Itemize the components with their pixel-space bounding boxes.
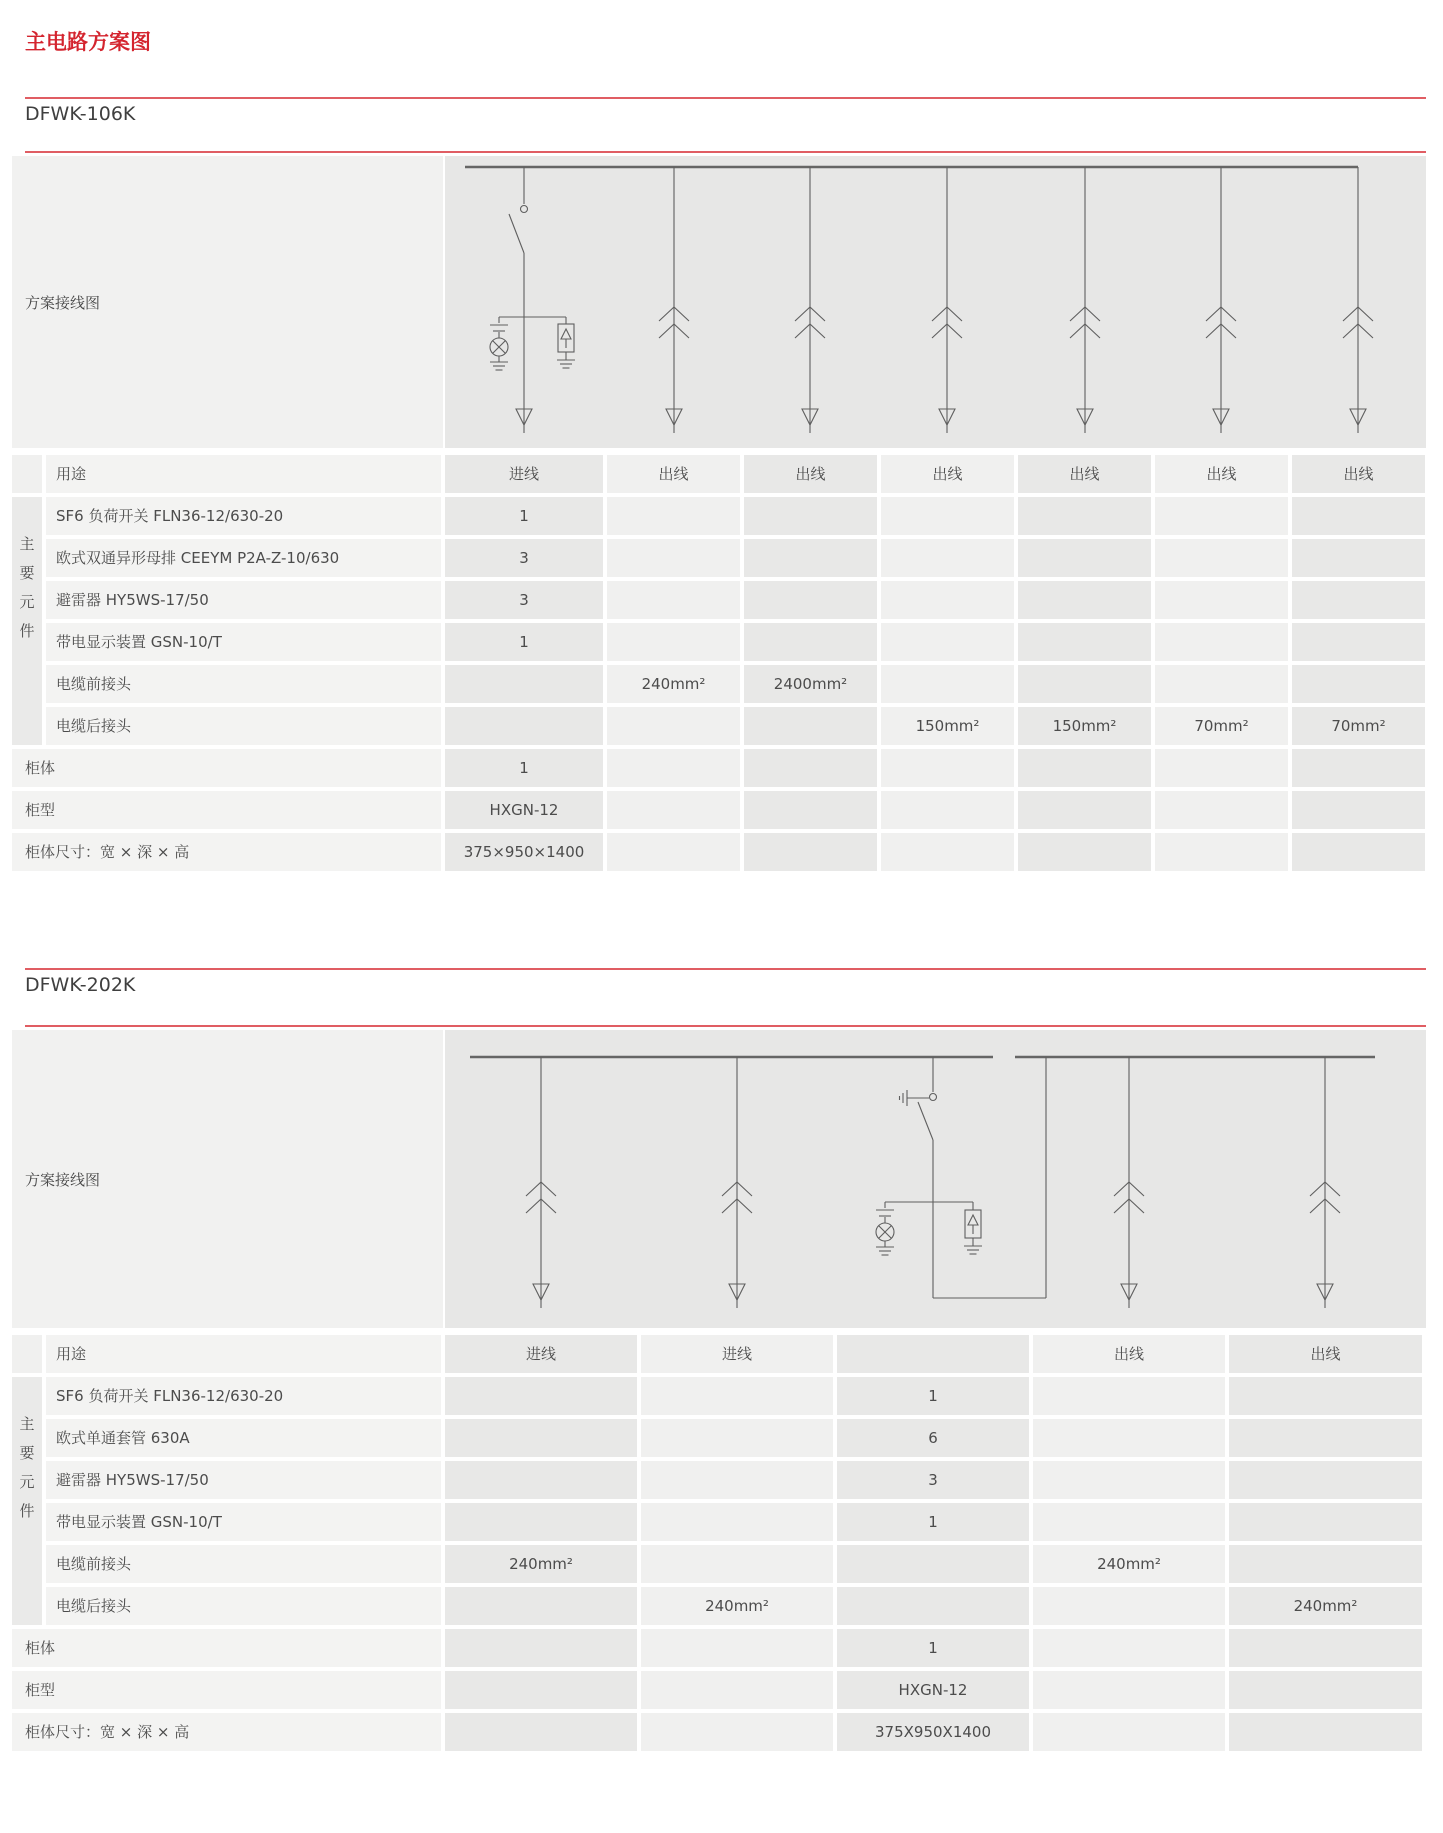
value-cell — [445, 1503, 637, 1541]
value-cell: 240mm² — [1229, 1587, 1422, 1625]
single-line-diagram — [445, 156, 1426, 448]
column-header-cell: 进线 — [445, 1335, 637, 1373]
spec-table — [12, 1335, 1422, 1751]
group-label-char: 元 — [19, 1473, 35, 1491]
wiring-diagram-area — [445, 1030, 1426, 1328]
value-cell — [1155, 539, 1288, 577]
diagram-label-cell — [12, 1030, 443, 1328]
value-cell — [1229, 1377, 1422, 1415]
value-cell — [1033, 1629, 1225, 1667]
value-cell — [1033, 1461, 1225, 1499]
row-label: 带电显示装置 GSN-10/T — [46, 1503, 441, 1541]
value-cell — [607, 707, 740, 745]
diagram-band — [12, 1030, 1426, 1328]
value-cell — [881, 539, 1014, 577]
value-cell — [641, 1713, 833, 1751]
value-cell — [1033, 1503, 1225, 1541]
column-header-cell: 出线 — [1155, 455, 1288, 493]
outgoing-feeder — [659, 167, 689, 433]
value-cell — [1018, 749, 1151, 787]
live-display-icon — [876, 1202, 894, 1255]
value-cell — [1033, 1419, 1225, 1457]
row-label: 避雷器 HY5WS-17/50 — [46, 581, 441, 619]
value-cell — [641, 1545, 833, 1583]
column-header-cell — [837, 1335, 1029, 1373]
row-label: 避雷器 HY5WS-17/50 — [46, 1461, 441, 1499]
spec-table — [12, 455, 1425, 871]
value-cell — [1155, 581, 1288, 619]
value-cell: HXGN-12 — [837, 1671, 1029, 1709]
row-label: 欧式单通套管 630A — [46, 1419, 441, 1457]
value-cell — [1155, 665, 1288, 703]
incoming-feeder — [722, 1057, 752, 1308]
value-cell — [1033, 1587, 1225, 1625]
value-cell — [1155, 833, 1288, 871]
header-spacer — [12, 1335, 42, 1373]
group-label — [12, 1377, 42, 1625]
header-spacer — [12, 455, 42, 493]
value-cell — [641, 1629, 833, 1667]
outgoing-feeders — [659, 167, 1373, 433]
incoming-feeder — [490, 167, 575, 433]
value-cell — [881, 833, 1014, 871]
value-cell: 375×950×1400 — [445, 833, 603, 871]
value-cell — [881, 791, 1014, 829]
column-header-cell: 出线 — [1292, 455, 1425, 493]
value-cell: 3 — [445, 581, 603, 619]
value-cell — [445, 1461, 637, 1499]
diagram-label: 方案接线图 — [25, 293, 101, 312]
section-title: DFWK-106K — [25, 103, 136, 125]
outgoing-feeder — [1343, 167, 1373, 433]
value-cell — [1292, 665, 1425, 703]
column-header-cell: 出线 — [607, 455, 740, 493]
value-cell — [744, 833, 877, 871]
value-cell: 2400mm² — [744, 665, 877, 703]
outgoing-feeder — [795, 167, 825, 433]
value-cell: HXGN-12 — [445, 791, 603, 829]
value-cell: 1 — [837, 1377, 1029, 1415]
value-cell — [1155, 623, 1288, 661]
value-cell — [641, 1419, 833, 1457]
outgoing-feeder — [932, 167, 962, 433]
arrester-icon — [557, 317, 575, 368]
group-label-char: 主 — [19, 535, 35, 553]
value-cell: 240mm² — [607, 665, 740, 703]
value-cell — [445, 1377, 637, 1415]
value-cell: 240mm² — [445, 1545, 637, 1583]
value-cell: 1 — [445, 623, 603, 661]
row-label: SF6 负荷开关 FLN36-12/630-20 — [46, 497, 441, 535]
diagram-label-cell — [12, 156, 443, 448]
row-label: 柜型 — [12, 1671, 441, 1709]
column-header-cell: 出线 — [1018, 455, 1151, 493]
row-label: 电缆前接头 — [46, 1545, 441, 1583]
value-cell — [1229, 1629, 1422, 1667]
value-cell: 1 — [445, 749, 603, 787]
value-cell — [881, 581, 1014, 619]
outgoing-feeder — [1206, 167, 1236, 433]
section-divider — [25, 151, 1426, 153]
value-cell — [445, 1587, 637, 1625]
value-cell — [837, 1545, 1029, 1583]
value-cell — [1018, 581, 1151, 619]
value-cell — [744, 707, 877, 745]
value-cell — [1292, 497, 1425, 535]
row-label: 电缆前接头 — [46, 665, 441, 703]
outgoing-feeder — [1070, 167, 1100, 433]
value-cell — [1018, 497, 1151, 535]
value-cell — [744, 497, 877, 535]
column-header-cell: 出线 — [881, 455, 1014, 493]
load-break-switch-icon — [509, 214, 524, 253]
section-divider — [25, 1025, 1426, 1027]
value-cell — [641, 1461, 833, 1499]
value-cell — [641, 1377, 833, 1415]
value-cell — [1018, 791, 1151, 829]
value-cell — [1155, 497, 1288, 535]
group-label-char: 要 — [19, 1444, 35, 1462]
value-cell — [1229, 1461, 1422, 1499]
row-label: 柜体 — [12, 749, 441, 787]
value-cell — [607, 749, 740, 787]
value-cell: 375X950X1400 — [837, 1713, 1029, 1751]
value-cell — [881, 749, 1014, 787]
value-cell — [607, 791, 740, 829]
value-cell — [881, 497, 1014, 535]
group-label — [12, 497, 42, 745]
column-header-cell: 进线 — [445, 455, 603, 493]
wiring-diagram-area — [445, 156, 1426, 448]
row-label: 柜型 — [12, 791, 441, 829]
row-label: 带电显示装置 GSN-10/T — [46, 623, 441, 661]
group-label-char: 要 — [19, 564, 35, 582]
value-cell — [1229, 1545, 1422, 1583]
incoming-feeder — [526, 1057, 556, 1308]
value-cell — [1018, 665, 1151, 703]
value-cell — [1292, 749, 1425, 787]
value-cell: 6 — [837, 1419, 1029, 1457]
single-line-diagram — [445, 1030, 1426, 1328]
value-cell — [1018, 833, 1151, 871]
value-cell — [1229, 1671, 1422, 1709]
value-cell — [1155, 749, 1288, 787]
value-cell — [881, 665, 1014, 703]
value-cell — [837, 1587, 1029, 1625]
earthing-switch-icon — [900, 1090, 930, 1106]
value-cell — [1018, 539, 1151, 577]
row-label: 电缆后接头 — [46, 1587, 441, 1625]
value-cell: 1 — [837, 1629, 1029, 1667]
section-divider — [25, 968, 1426, 970]
section-divider — [25, 97, 1426, 99]
value-cell — [445, 1629, 637, 1667]
value-cell — [607, 833, 740, 871]
group-label-char: 件 — [19, 622, 35, 640]
value-cell — [881, 623, 1014, 661]
value-cell: 70mm² — [1292, 707, 1425, 745]
value-cell — [607, 623, 740, 661]
value-cell — [1033, 1377, 1225, 1415]
value-cell: 3 — [837, 1461, 1029, 1499]
value-cell — [1292, 539, 1425, 577]
value-cell — [641, 1671, 833, 1709]
value-cell — [1292, 833, 1425, 871]
value-cell: 240mm² — [1033, 1545, 1225, 1583]
load-break-switch-icon — [918, 1102, 933, 1140]
value-cell — [744, 749, 877, 787]
value-cell — [445, 1671, 637, 1709]
live-display-icon — [490, 317, 508, 370]
diagram-label: 方案接线图 — [25, 1170, 101, 1189]
column-header-cell: 出线 — [1229, 1335, 1422, 1373]
value-cell — [1155, 791, 1288, 829]
section-title: DFWK-202K — [25, 974, 136, 996]
page-title: 主电路方案图 — [25, 30, 151, 54]
arrester-icon — [964, 1202, 982, 1254]
switch-contact-icon — [930, 1094, 937, 1101]
value-cell: 1 — [445, 497, 603, 535]
value-cell — [445, 1713, 637, 1751]
column-header-cell: 出线 — [1033, 1335, 1225, 1373]
diagram-band — [12, 156, 1426, 448]
usage-header-cell: 用途 — [46, 1335, 441, 1373]
row-label: 欧式双通异形母排 CEEYM P2A-Z-10/630 — [46, 539, 441, 577]
value-cell — [445, 707, 603, 745]
value-cell — [1229, 1419, 1422, 1457]
value-cell: 3 — [445, 539, 603, 577]
row-label: 柜体 — [12, 1629, 441, 1667]
row-label: 柜体尺寸：宽 × 深 × 高 — [12, 833, 441, 871]
value-cell — [445, 1419, 637, 1457]
value-cell: 240mm² — [641, 1587, 833, 1625]
value-cell — [1229, 1713, 1422, 1751]
column-header-cell: 出线 — [744, 455, 877, 493]
value-cell — [607, 539, 740, 577]
group-label-char: 主 — [19, 1415, 35, 1433]
value-cell: 70mm² — [1155, 707, 1288, 745]
group-label-char: 元 — [19, 593, 35, 611]
column-header-cell: 进线 — [641, 1335, 833, 1373]
value-cell — [445, 665, 603, 703]
value-cell — [1292, 581, 1425, 619]
value-cell — [607, 497, 740, 535]
value-cell — [1018, 623, 1151, 661]
group-label-char: 件 — [19, 1502, 35, 1520]
value-cell — [1033, 1671, 1225, 1709]
value-cell: 150mm² — [1018, 707, 1151, 745]
usage-header-cell: 用途 — [46, 455, 441, 493]
row-label: 柜体尺寸：宽 × 深 × 高 — [12, 1713, 441, 1751]
value-cell — [1292, 791, 1425, 829]
value-cell — [744, 791, 877, 829]
value-cell — [607, 581, 740, 619]
outgoing-feeder — [1310, 1057, 1340, 1308]
outgoing-feeder — [1114, 1057, 1144, 1308]
value-cell — [1033, 1713, 1225, 1751]
row-label: 电缆后接头 — [46, 707, 441, 745]
value-cell — [744, 539, 877, 577]
value-cell — [1229, 1503, 1422, 1541]
value-cell — [744, 623, 877, 661]
value-cell — [1292, 623, 1425, 661]
row-label: SF6 负荷开关 FLN36-12/630-20 — [46, 1377, 441, 1415]
switch-contact-icon — [521, 206, 528, 213]
value-cell — [744, 581, 877, 619]
value-cell — [641, 1503, 833, 1541]
value-cell: 1 — [837, 1503, 1029, 1541]
value-cell: 150mm² — [881, 707, 1014, 745]
bus-tie-feeder — [876, 1057, 1046, 1298]
